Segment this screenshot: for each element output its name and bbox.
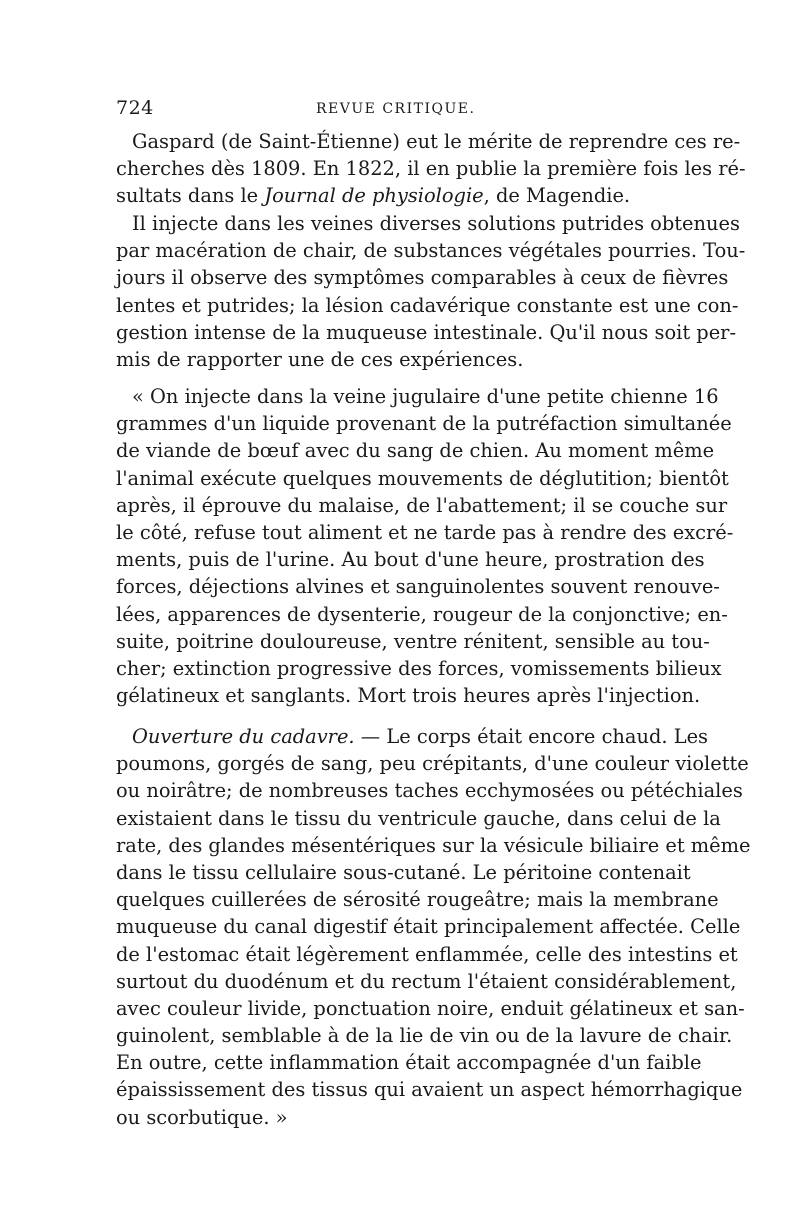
text-line: gélatineux et sanglants. Mort trois heures après l'injection.: [116, 684, 701, 708]
running-head: REVUE CRITIQUE.: [316, 101, 476, 117]
text-line: de l'estomac était légèrement enflammée, celle des intestins et: [116, 942, 738, 966]
text-line: muqueuse du canal digestif était principalement affectée. Celle: [116, 915, 741, 939]
paragraph-4: [116, 723, 751, 1131]
text-line: dans le tissu cellulaire sous-cutané. Le péritoine contenait: [116, 860, 691, 884]
text-line: rate, des glandes mésentériques sur la vésicule biliaire et même: [116, 833, 751, 857]
text-line: lentes et putrides; la lésion cadavérique constante est une con-: [116, 293, 739, 317]
text-line: mis de rapporter une de ces expériences.: [116, 347, 524, 371]
text-line: En outre, cette inflammation était accompagnée d'un faible: [116, 1051, 702, 1075]
text-line: l'animal exécute quelques mouvements de déglutition; bientôt: [116, 466, 729, 490]
text-line: lées, apparences de dysenterie, rougeur de la conjonctive; en-: [116, 602, 728, 626]
text-line: [116, 182, 686, 209]
text-line: Gaspard (de Saint-Étienne) eut le mérite de reprendre ces re-: [132, 130, 741, 153]
text-run: sultats dans le: [116, 184, 265, 208]
text-line: jours il observe des symptômes comparables à ceux de fièvres: [116, 266, 729, 290]
text-line: ou noirâtre; de nombreuses taches ecchymosées ou pétéchiales: [116, 779, 743, 803]
text-line: épaississement des tissus qui avaient un aspect hémorrhagique: [116, 1078, 743, 1102]
paragraph-3-quotation: [116, 383, 734, 709]
text-line: gestion intense de la muqueuse intestinale. Qu'il nous soit per-: [116, 320, 736, 344]
text-run: — Le corps était encore chaud. Les: [354, 725, 709, 748]
text-line: grammes d'un liquide provenant de la putréfaction simultanée: [116, 412, 732, 436]
text-line: par macération de chair, de substances végétales pourries. Tou-: [116, 239, 746, 263]
text-line: poumons, gorgés de sang, peu crépitants, d'une couleur violette: [116, 752, 749, 776]
section-lead: Ouverture du cadavre.: [132, 725, 355, 748]
text-line: cher; extinction progressive des forces, vomissements bilieux: [116, 656, 722, 680]
page-header: [116, 96, 686, 122]
text-line: ments, puis de l'urine. Au bout d'une heure, prostration des: [116, 548, 705, 572]
text-line: de viande de bœuf avec du sang de chien. Au moment même: [116, 439, 715, 463]
text-line: ou scorbutique. »: [116, 1105, 288, 1129]
text-line: [116, 723, 709, 750]
text-line: quelques cuillerées de sérosité rougeâtre; mais la membrane: [116, 888, 719, 912]
text-line: existaient dans le tissu du ventricule gauche, dans celui de la: [116, 806, 721, 830]
text-line: avec couleur livide, ponctuation noire, enduit gélatineux et san-: [116, 996, 745, 1020]
journal-title: Journal de physiologie: [264, 184, 484, 208]
text-line: le côté, refuse tout aliment et ne tarde pas à rendre des excré-: [116, 520, 734, 544]
text-line: forces, déjections alvines et sanguinolentes souvent renouve-: [116, 575, 720, 599]
paragraph-1: [116, 128, 746, 210]
text-line: suite, poitrine douloureuse, ventre rénitent, sensible au tou-: [116, 629, 710, 653]
text-line: Il injecte dans les veines diverses solutions putrides obtenues: [132, 212, 740, 235]
paragraph-2: [116, 210, 746, 373]
page-number: 724: [116, 97, 154, 119]
text-line: guinolent, semblable à de la lie de vin ou de la lavure de chair.: [116, 1024, 733, 1048]
text-line: après, il éprouve du malaise, de l'abattement; il se couche sur: [116, 493, 728, 517]
text-line: « On injecte dans la veine jugulaire d'une petite chienne 16: [132, 385, 719, 408]
text-run: , de Magendie.: [483, 184, 631, 208]
text-line: surtout du duodénum et du rectum l'étaient considérablement,: [116, 969, 737, 993]
text-line: cherches dès 1809. En 1822, il en publie la première fois les ré-: [116, 157, 746, 181]
